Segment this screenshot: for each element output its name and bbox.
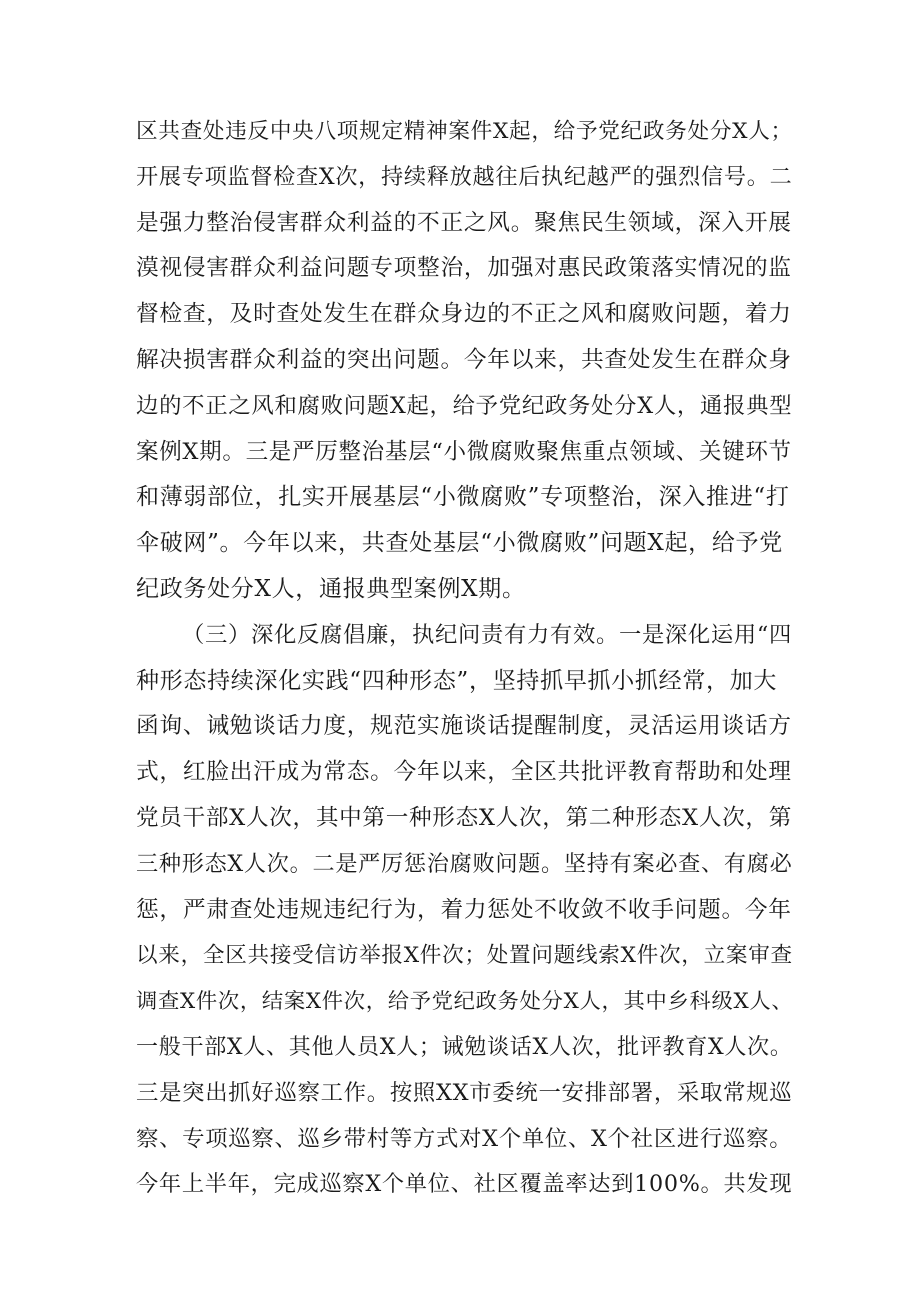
text-line: 案例X期。三是严厉整治基层“小微腐败聚焦重点领域、关键环节: [136, 438, 792, 465]
text-line: 开展专项监督检查X次，持续释放越往后执纪越严的强烈信号。二: [136, 163, 793, 190]
text-line: 区共查处违反中央八项规定精神案件X起，给予党纪政务处分X人；: [136, 119, 793, 144]
body-text: [136, 109, 792, 1208]
text-line: 以来，全区共接受信访举报X件次；处置问题线索X件次，立案审查: [136, 943, 793, 969]
text-line: 今年上半年，完成巡察X个单位、社区覆盖率达到100%。共发现: [136, 1171, 793, 1198]
text-line: 函询、诫勉谈话力度，规范实施谈话提醒制度，灵活运用谈话方: [136, 713, 792, 740]
section-heading-line: （三）深化反腐倡廉，执纪问责有力有效。一是深化运用“四: [182, 621, 793, 648]
text-line: 漠视侵害群众利益问题专项整治，加强对惠民政策落实情况的监: [136, 255, 792, 282]
text-line: 三种形态X人次。二是严厉惩治腐败问题。坚持有案必查、有腐必: [136, 850, 793, 877]
text-line: 解决损害群众利益的突出问题。今年以来，共查处发生在群众身: [136, 346, 792, 373]
text-line: 党员干部X人次，其中第一种形态X人次，第二种形态X人次，第: [136, 804, 792, 831]
text-line: 三是突出抓好巡察工作。按照XX市委统一安排部署，采取常规巡: [136, 1079, 793, 1106]
text-line: 边的不正之风和腐败问题X起，给予党纪政务处分X人，通报典型: [136, 392, 793, 419]
text-line: 惩，严肃查处违规违纪行为，着力惩处不收敛不收手问题。今年: [136, 896, 792, 923]
text-line: 是强力整治侵害群众利益的不正之风。聚焦民生领域，深入开展: [136, 209, 792, 236]
text-line: 察、专项巡察、巡乡带村等方式对X个单位、X个社区进行巡察。: [136, 1125, 793, 1152]
text-line: 种形态持续深化实践“四种形态”，坚持抓早抓小抓经常，加大: [136, 667, 778, 694]
text-line: 伞破网”。今年以来，共查处基层“小微腐败”问题X起，给予党: [136, 530, 783, 557]
text-line: 一般干部X人、其他人员X人；诫勉谈话X人次，批评教育X人次。: [136, 1034, 793, 1060]
text-line: 督检查，及时查处发生在群众身边的不正之风和腐败问题，着力: [136, 301, 792, 328]
text-line: 和薄弱部位，扎实开展基层“小微腐败”专项整治，深入推进“打: [136, 484, 790, 511]
text-line: 式，红脸出汗成为常态。今年以来，全区共批评教育帮助和处理: [136, 759, 792, 786]
text-line: 纪政务处分X人，通报典型案例X期。: [136, 575, 526, 602]
text-line: 调查X件次，结案X件次，给予党纪政务处分X人，其中乡科级X人、: [136, 989, 794, 1015]
